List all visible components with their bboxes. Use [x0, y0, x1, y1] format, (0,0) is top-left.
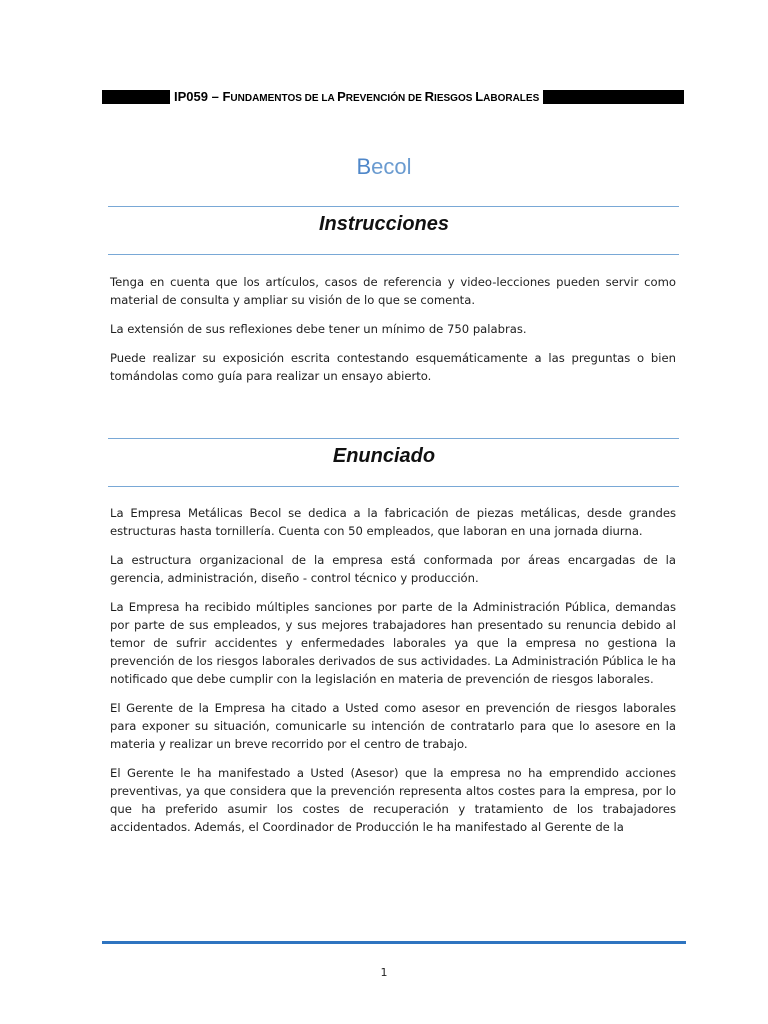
- paragraph: El Gerente le ha manifestado a Usted (Asesor) que la empresa no ha emprendido acciones preventivas, ya que considera que la prevención representa altos costes para la empresa, por lo que ha preferido asumir los costes de recuperación y tratamiento de los trabajadores accidentados. Además, el Coordinador de Producción le ha manifestado al Gerente de la: [110, 766, 676, 834]
- paragraph: La Empresa Metálicas Becol se dedica a la fabricación de piezas metálicas, desde grandes estructuras hasta tornillería. Cuenta con 50 empleados, que laboran en una jornada diurna.: [110, 506, 676, 538]
- document-header: [170, 89, 543, 105]
- header-separator: –: [207, 89, 223, 104]
- enunciado-body: [110, 504, 676, 866]
- page-number: 1: [380, 966, 388, 979]
- paragraph: Puede realizar su exposición escrita contestando esquemáticamente a las preguntas o bien tomándolas como guía para realizar un ensayo abierto.: [110, 351, 676, 383]
- company-name: Becol: [356, 154, 412, 179]
- course-title: FUNDAMENTOS DE LA PREVENCIÓN DE RIESGOS LABORALES: [222, 89, 540, 104]
- section-divider: [108, 254, 679, 255]
- section-divider: [108, 206, 679, 207]
- section-title-instrucciones: Instrucciones: [318, 213, 450, 235]
- footer-rule: [102, 941, 686, 944]
- section-divider: [108, 486, 679, 487]
- section-divider: [108, 438, 679, 439]
- course-code: IP059: [174, 89, 208, 104]
- paragraph: La extensión de sus reflexiones debe tener un mínimo de 750 palabras.: [110, 322, 527, 336]
- paragraph: El Gerente de la Empresa ha citado a Usted como asesor en prevención de riesgos laborales para exponer su situación, comunicarle su intención de contratarlo para que lo asesore en la materia y realizar un breve recorrido por el centro de trabajo.: [110, 701, 676, 751]
- instrucciones-body: [110, 273, 676, 396]
- paragraph: La Empresa ha recibido múltiples sanciones por parte de la Administración Pública, demandas por parte de sus empleados, y sus mejores trabajadores han presentado su renuncia debido al temor de sufrir accidentes y enfermedades laborales ya que la empresa no gestiona la prevención de los riesgos laborales derivados de sus actividades. La Administración Pública le ha notificado que debe cumplir con la legislación en materia de prevención de riesgos laborales.: [110, 600, 676, 686]
- paragraph: Tenga en cuenta que los artículos, casos de referencia y video-lecciones pueden servir como material de consulta y ampliar su visión de lo que se comenta.: [110, 275, 676, 307]
- paragraph: La estructura organizacional de la empresa está conformada por áreas encargadas de la gerencia, administración, diseño - control técnico y producción.: [110, 553, 676, 585]
- section-title-enunciado: Enunciado: [332, 445, 436, 467]
